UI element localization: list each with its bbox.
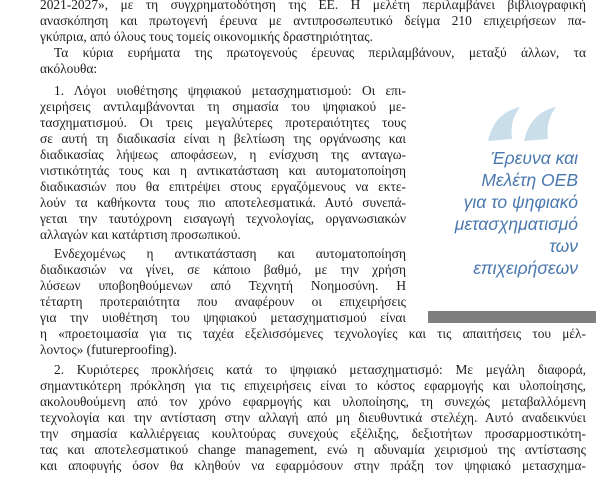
body-line: σε αυτή τη διαδικασία είναι η βελτίωση της οργάνωσης και xyxy=(40,131,406,146)
body-line: την σημασία καλλιέργειας κουλτούρας συνεχούς εξέλιξης, δεξιοτήτων προσαρμοστικότη- xyxy=(40,426,586,441)
body-line: και αποφυγής όσον θα κληθούν να εφαρμόσουν στην πράξη τον ψηφιακό μετασχημα- xyxy=(40,458,586,473)
pull-quote-line: επιχειρήσεων xyxy=(473,258,578,278)
double-quote-marks-icon xyxy=(486,103,560,143)
body-line: τέταρτη προτεραιότητα που αναφέρουν οι επιχειρήσεις xyxy=(40,294,406,309)
body-line: ανασκόπηση και πρωτογενή έρευνα με αντιπροσωπευτικό δείγμα 210 επιχειρήσεων πα- xyxy=(40,13,586,28)
pull-quote-bar xyxy=(428,311,596,323)
body-line: χειρήσεις αντιλαμβάνονται τη σημασία του ψηφιακού με- xyxy=(40,99,406,114)
pull-quote-line: των xyxy=(549,236,578,256)
body-line: ακόλουθα: xyxy=(40,61,98,76)
pull-quote-line: Μελέτη ΟΕΒ xyxy=(481,170,578,190)
body-line: λούν τα καθήκοντα τους πιο αποτελεσματικά. Αυτό συνεπά- xyxy=(40,195,406,210)
pull-quote-line: μετασχηματισμό xyxy=(454,214,578,234)
body-line: λοντος» (futureproofing). xyxy=(40,342,178,357)
body-line: αλλαγών και κατάρτιση προσωπικού. xyxy=(40,227,241,242)
body-line: για την υιοθέτηση του ψηφιακού μετασχηματισμού είναι xyxy=(40,310,406,325)
body-line: λύσεων υποβοηθούμενων από Τεχνητή Νοημοσύνη. Η xyxy=(40,278,406,293)
body-line: γεται την ταυτόχρονη εισαγωγή τεχνολογίας, οργανωσιακών xyxy=(40,211,406,226)
body-line: γκύπρια, από όλους τους τομείς οικονομικής δραστηριότητας. xyxy=(40,29,373,44)
body-line: Τα κύρια ευρήματα της πρωτογενούς έρευνας περιλαμβάνουν, μεταξύ άλλων, τα xyxy=(54,45,586,60)
body-line: νιστικότητάς τους και η αντικατάσταση και αυτοματοποίηση xyxy=(40,163,406,178)
body-line: τας και αποτελεσματικού change management, ενώ η αδυναμία χειρισμού της αντίστασης xyxy=(40,442,586,457)
body-line: διαδικασιών που θα επιτρέψει στους εργαζόμενους να εκτε- xyxy=(40,179,406,194)
body-line: Ενδεχομένως η αντικατάσταση και αυτοματοποίηση xyxy=(54,246,406,261)
body-line: διαδικασίας λήψεως αποφάσεων, η ενίσχυση της ανταγω- xyxy=(40,147,406,162)
pull-quote xyxy=(412,95,600,325)
pull-quote-line: για το ψηφιακό xyxy=(463,192,578,212)
body-line: τεχνολογία και την αντίσταση στην αλλαγή από μη διευθυντικά στελέχη. Αυτό αναδεικνύει xyxy=(40,410,586,425)
body-line: 2021-2027», με τη συγχρηματοδότηση της ΕΕ. Η μελέτη περιλαμβάνει βιβλιογραφική xyxy=(40,0,586,12)
pull-quote-line: Έρευνα και xyxy=(490,148,578,168)
body-line: διαδικασιών να γίνει, σε κάποιο βαθμό, με την χρήση xyxy=(40,262,406,277)
body-line: τασχηματισμού. Οι τρεις μεγαλύτερες προτεραιότητες τους xyxy=(40,115,406,130)
body-line: 2. Κυριότερες προκλήσεις κατά το ψηφιακό μετασχηματισμό: Με μεγάλη διαφορά, xyxy=(54,362,586,377)
body-line: 1. Λόγοι υιοθέτησης ψηφιακού μετασχηματισμού: Οι επι- xyxy=(54,83,406,98)
body-line: ακολουθούμενη από τον χρόνο εφαρμογής και υλοποίησης, τη συνεχώς μεταβαλλόμενη xyxy=(40,394,586,409)
body-line: σημαντικότερη πρόκληση για τις επιχειρήσεις είναι το κόστος εφαρμογής και υλοποίησης, xyxy=(40,378,586,393)
body-line: η «προετοιμασία για τις ταχέα εξελισσόμενες τεχνολογίες και τις απαιτήσεις του μέλ- xyxy=(40,326,586,341)
